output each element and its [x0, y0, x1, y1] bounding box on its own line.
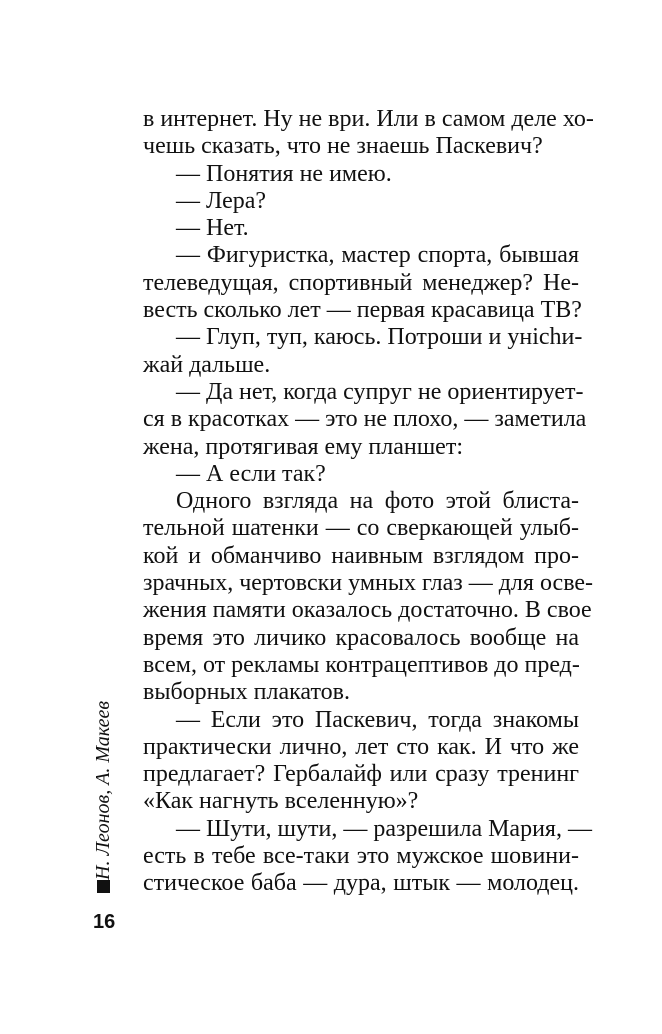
text-line: жена, протягивая ему планшет:	[143, 433, 463, 460]
text-line: телеведущая, спортивный менеджер? Не-	[143, 269, 579, 296]
text-line: — А если так?	[176, 460, 326, 487]
text-line: жения памяти оказалось достаточно. В свое	[143, 597, 592, 624]
text-line: Одного взгляда на фото этой блиста-	[176, 488, 579, 515]
page-number: 16	[93, 911, 116, 933]
text-line: — Фигуристка, мастер спорта, бывшая	[176, 242, 579, 269]
text-line: зрачных, чертовски умных глаз — для осве-	[143, 570, 594, 597]
text-line: всем, от рекламы контрацептивов до пред-	[143, 651, 580, 678]
text-line: — Шути, шути, — разрешила Мария, —	[176, 815, 592, 842]
text-line: предлагает? Гербалайф или сразу тренинг	[143, 761, 579, 788]
text-line: ся в красотках — это не плохо, — заметила	[143, 406, 587, 433]
text-line: жай дальше.	[143, 351, 271, 378]
text-line: выборных плакатов.	[143, 679, 350, 706]
text-line: — Глуп, туп, каюсь. Потроши и унichи-	[176, 324, 583, 351]
text-line: есть в тебе все-таки это мужское шовини-	[143, 843, 579, 870]
square-marker-icon	[97, 880, 110, 893]
text-line: тельной шатенки — со сверкающей улыб-	[143, 515, 579, 542]
text-line: — Нет.	[176, 215, 249, 242]
text-line: — Да нет, когда супруг не ориентирует-	[176, 378, 584, 405]
text-line: — Если это Паскевич, тогда знакомы	[176, 706, 579, 733]
text-line: время это личико красовалось вообще на	[143, 624, 579, 651]
running-head-authors: Н. Леонов, А. Макеев	[92, 700, 114, 880]
text-line: «Как нагнуть вселенную»?	[143, 788, 419, 815]
text-line: стическое баба — дура, штык — молодец.	[143, 870, 579, 897]
text-line: весть сколько лет — первая красавица ТВ?	[143, 297, 582, 324]
text-line: — Лера?	[176, 187, 267, 214]
text-line: чешь сказать, что не знаешь Паскевич?	[143, 133, 543, 160]
text-line: кой и обманчиво наивным взглядом про-	[143, 542, 579, 569]
text-line: практически лично, лет сто как. И что же	[143, 733, 579, 760]
text-line: — Понятия не имею.	[176, 160, 392, 187]
body-text	[143, 106, 594, 898]
text-line: в интернет. Ну не ври. Или в самом деле хо-	[143, 106, 594, 132]
